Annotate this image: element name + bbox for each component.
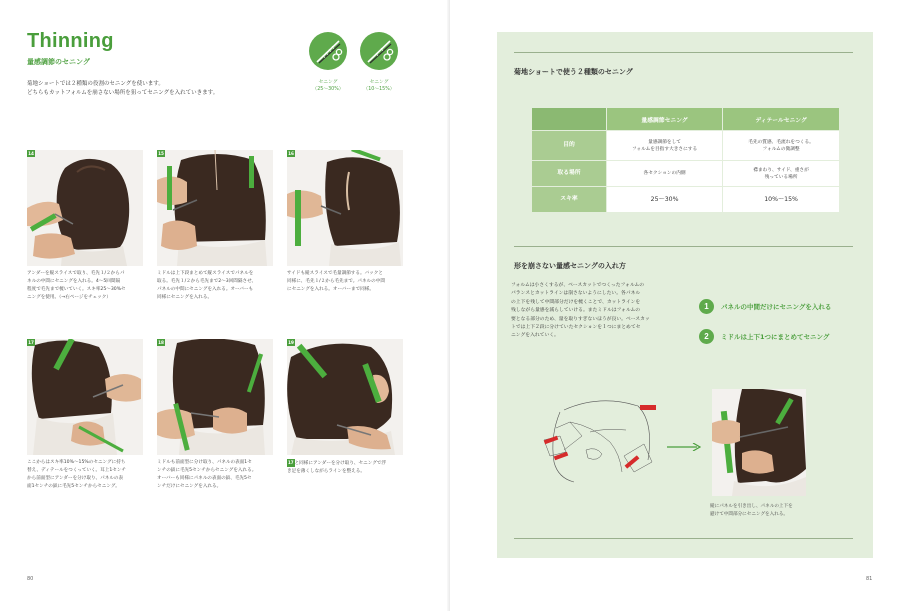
- intro-line: 菊地ショートでは２種類の役割のセニングを使います。: [27, 81, 164, 87]
- step-text: ここからはスキ率10%～15%のセニングに持ち 替え、ディテールをつくっていく。耳上1センチ から前面型にアンダーを分け取り、パネルの表 面1センチの鋲に毛先5センチからセニング。: [27, 460, 127, 489]
- page-number: 80: [27, 576, 34, 582]
- marker-red: [640, 405, 656, 410]
- step-number: 14: [28, 151, 34, 156]
- section-heading: 形を崩さない量感セニングの入れ方: [514, 262, 626, 270]
- point-number: 1: [699, 299, 714, 314]
- point-label: パネルの中間だけにセニングを入れる: [721, 303, 832, 311]
- badge-label: セニング （10～15%）: [363, 80, 395, 92]
- page-number: 81: [866, 576, 873, 582]
- step-photo: [27, 339, 143, 455]
- page-title: Thinning: [27, 30, 114, 52]
- step-number: 16: [288, 151, 294, 156]
- table-cell: 毛先の質感、毛流れをつくる。 フォルムの微調整: [723, 131, 840, 161]
- table-cell: 襟まわり、サイド、重さが 残っている場所: [723, 161, 840, 187]
- thinning-photo: [712, 389, 806, 496]
- step-number: 17: [28, 340, 34, 345]
- page-subtitle: 量感調節のセニング: [27, 58, 90, 66]
- step-number: 18: [158, 340, 164, 345]
- head-sectioning-diagram: [530, 392, 658, 492]
- step-number: 19: [288, 340, 294, 345]
- point-number: 2: [699, 329, 714, 344]
- badge-label: セニング （25～30%）: [312, 80, 344, 92]
- table-cell: 量感調節をして フォルムを目指す大きさにする: [607, 131, 723, 161]
- step-photo: [27, 150, 143, 266]
- divider: [514, 538, 853, 539]
- step-text: ミドルも前面型に分け取り、パネルの表面1セ ンチの鋲に毛先5センチからセニングを入れる。 オーバーも同様にパネルの表面の鋲、毛先5セ ンチだけにセニングを入れる。: [157, 460, 257, 489]
- table-cell: 10%～15%: [723, 187, 840, 213]
- table-header: 量感調節セニング: [607, 108, 723, 131]
- divider: [514, 52, 853, 53]
- photo-caption: 縦にパネルを引き出し、パネルの上下を 避けて中間部分にセニングを入れる。: [710, 504, 793, 517]
- arrow-right-icon: [667, 436, 701, 455]
- step-text: ミドルは上下段まとめて縦スライスでパネルを 取る。毛先１/２から毛先まで2～3回間隔させ、 パネルの中間にセニングを入れる。オーバーも 同様にセニングを入れる。: [157, 271, 257, 300]
- table-corner: [532, 108, 607, 131]
- step-photo: [157, 150, 273, 266]
- step-photo: [287, 150, 403, 266]
- point-label: ミドルは上下1つにまとめてセニング: [721, 333, 830, 341]
- step-text: サイドも縦スライスで毛量調節する。バックと 同様に、毛先１/２から毛先まで。パネルの中間 にセニングを入れる。オーバーまで同様。: [287, 271, 385, 292]
- row-label: スキ率: [532, 187, 607, 213]
- step-text: アンダーを縦スライスで取り、毛先１/２からパ ネルの中間にセニングを入れる。4～5回間隔 程度で毛先まで梳いていく。スキ率25～30%セ ニングを使用。（→右ページをチェック）: [27, 271, 126, 300]
- step-ref-badge: 17: [288, 460, 294, 465]
- table-cell: 各セクションの内側: [607, 161, 723, 187]
- intro-text: [27, 80, 287, 98]
- step-number: 15: [158, 151, 164, 156]
- section-heading: 菊地ショートで使う２種類のセニング: [514, 68, 633, 76]
- intro-line: どちらもカットフォルムを崩さない場所を狙ってセニングを入れていきます。: [27, 90, 219, 96]
- row-label: 取る場所: [532, 161, 607, 187]
- table-cell: 25～30%: [607, 187, 723, 213]
- scissors-icon: [360, 32, 398, 70]
- body-text: フォルムは小さくするが、ベースカットでつくったフォルムの バランスとカットラインは崩さないようにしたい。各パネル の上下を残して中間部分だけを梳くことで、カットラインを 残しながら量感を減らしていける。またミドルはフォルムの 要となる部分のため、量を取りすぎないほうが良い。ベースカッ トでは上下２段に分けていたセクションを１つにまとめてセ ニングを入れていく。: [511, 283, 650, 339]
- comparison-table: [531, 107, 840, 213]
- scissors-icon: [309, 32, 347, 70]
- row-label: 目的: [532, 131, 607, 161]
- divider: [514, 246, 853, 247]
- step-photo: [157, 339, 273, 455]
- table-header: ディテールセニング: [723, 108, 840, 131]
- step-text: 17と同様にアンダーを分け取り、セニングで浮 き足を薄くしながらラインを整える。: [287, 460, 386, 474]
- step-photo: [287, 339, 403, 455]
